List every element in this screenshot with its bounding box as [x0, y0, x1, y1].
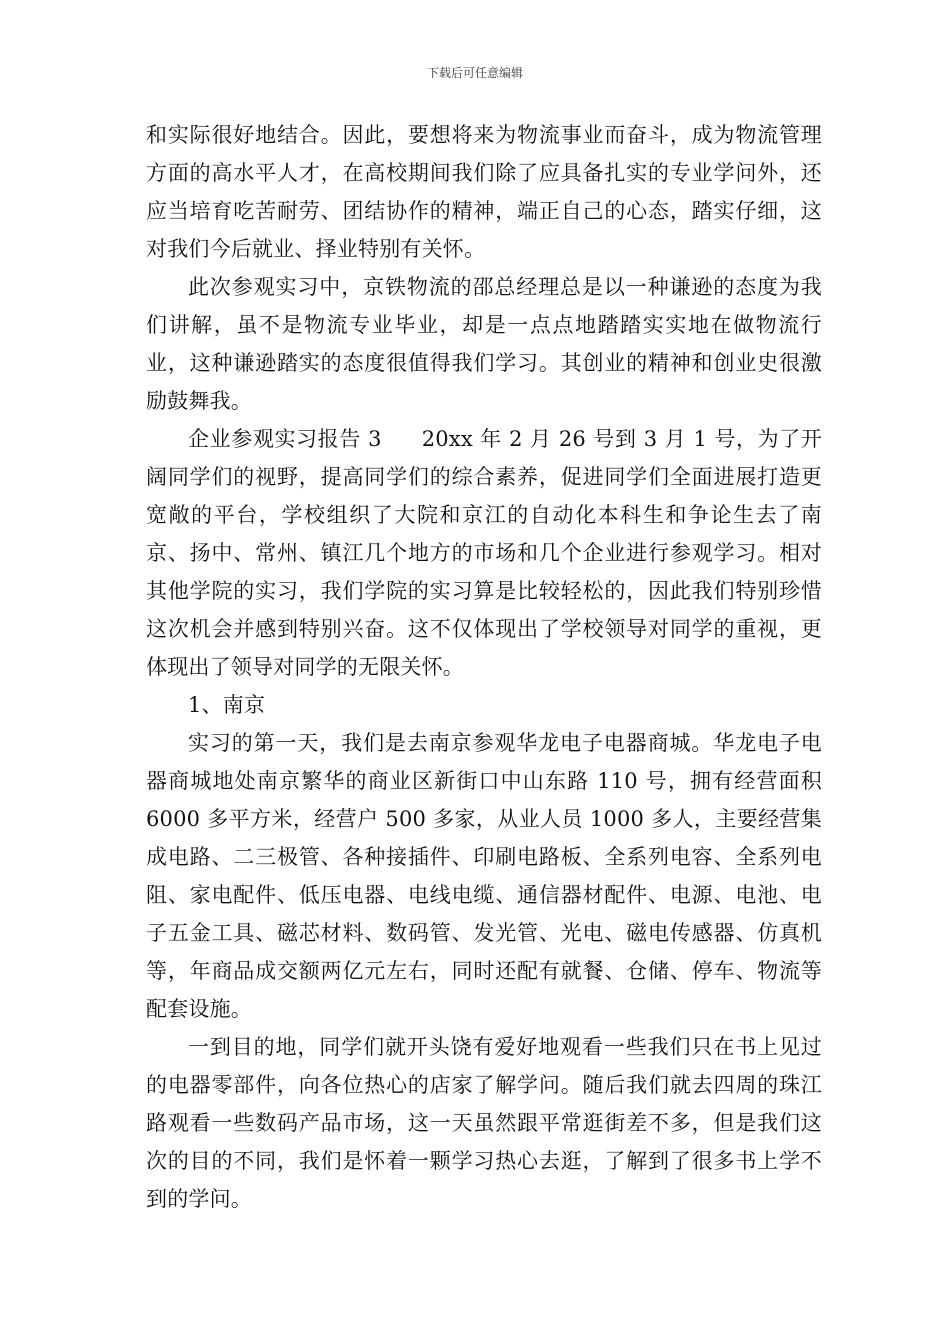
document-body: [146, 116, 822, 1218]
section-heading-nanjing: 1、南京: [188, 693, 266, 717]
page-header-note: 下载后可任意编辑: [426, 66, 523, 80]
paragraph-first-day: 实习的第一天，我们是去南京参观华龙电子电器商城。华龙电子电器商城地处南京繁华的商业区新街口中山东路 110 号，拥有经营面积 6000 多平方米，经营户 500 多家，从业人员 1000 多人，主要经营集成电路、二三极管、各种接插件、印刷电路板、全系列电容、全系列电阻、家电配件、低压电器、电线电缆、通信器材配件、电源、电池、电子五金工具、磁芯材料、数码管、发光管、光电、磁电传感器、仿真机等，年商品成交额两亿元左右，同时还配有就餐、仓储、停车、物流等配套设施。: [146, 731, 822, 1021]
paragraph-report-3: [146, 420, 822, 686]
paragraph-conclusion: 和实际很好地结合。因此，要想将来为物流事业而奋斗，成为物流管理方面的高水平人才，在高校期间我们除了应具备扎实的专业学问外，还应当培育吃苦耐劳、团结协作的精神，端正自己的心态，踏实仔细，这对我们今后就业、择业特别有关怀。: [146, 123, 822, 261]
report-title: 企业参观实习报告 3: [188, 427, 382, 451]
report-intro-text: 20xx 年 2 月 26 号到 3 月 1 号，为了开阔同学们的视野，提高同学们的综合素养，促进同学们全面进展打造更宽敞的平台，学校组织了大院和京江的自动化本科生和争论生去了南京、扬中、常州、镇江几个地方的市场和几个企业进行参观学习。相对其他学院的实习，我们学院的实习算是比较轻松的，因此我们特别珍惜这次机会并感到特别兴奋。这不仅体现出了学校领导对同学的重视，更体现出了领导对同学的无限关怀。: [146, 427, 822, 679]
paragraph-manager: 此次参观实习中，京铁物流的邵总经理总是以一种谦逊的态度为我们讲解，虽不是物流专业毕业，却是一点点地踏踏实实地在做物流行业，这种谦逊踏实的态度很值得我们学习。其创业的精神和创业史很激励鼓舞我。: [146, 275, 822, 413]
paragraph-visit: 一到目的地，同学们就开头饶有爱好地观看一些我们只在书上见过的电器零部件，向各位热心的店家了解学问。随后我们就去四周的珠江路观看一些数码产品市场，这一天虽然跟平常逛街差不多，但是我们这次的目的不同，我们是怀着一颗学习热心去逛，了解到了很多书上学不到的学问。: [146, 1035, 822, 1211]
